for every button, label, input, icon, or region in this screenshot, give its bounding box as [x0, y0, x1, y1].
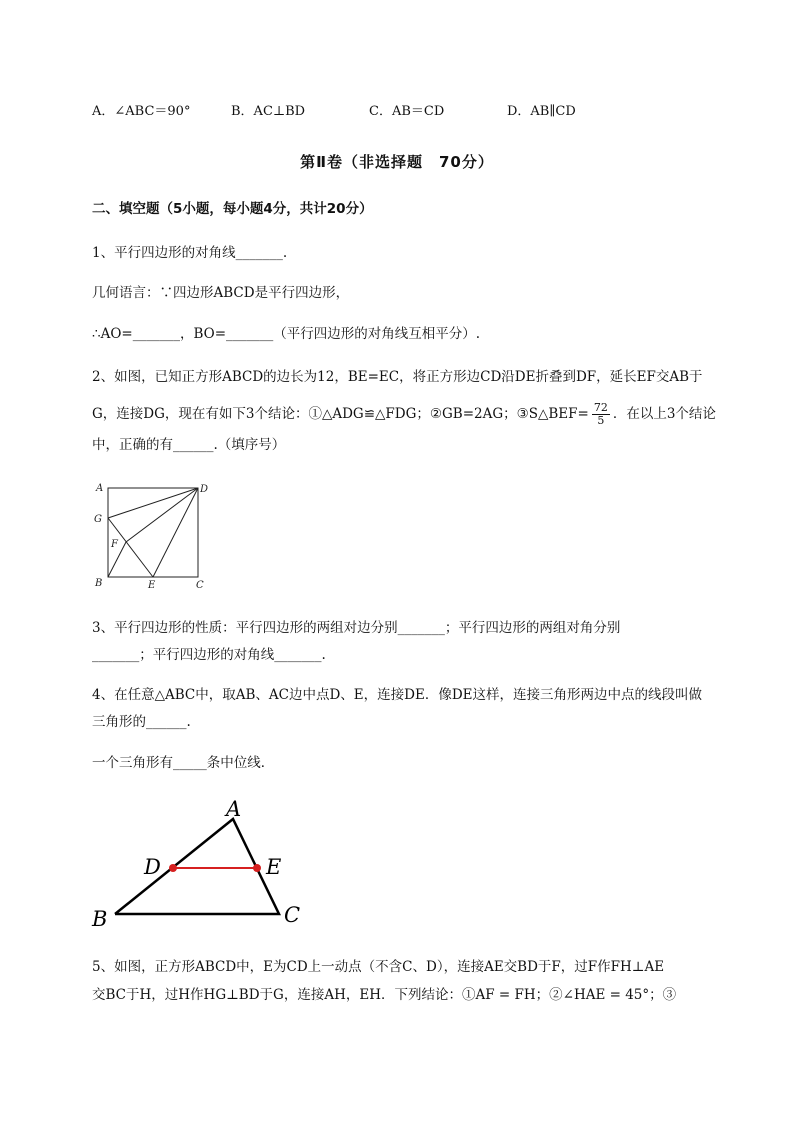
q3-line1: 3、平行四边形的性质：平行四边形的两组对边分别_______；平行四边形的两组对角分别: [92, 620, 621, 636]
label-f: F: [111, 539, 118, 550]
choice-d: D．AB∥CD: [507, 104, 576, 119]
segment-dg: [108, 488, 198, 518]
q2-line1: 2、如图，已知正方形ABCD的边长为12，BE=EC，将正方形边CD沿DE折叠到DF，延长EF交AB于: [92, 369, 703, 385]
label-g: G: [94, 514, 102, 525]
choice-c: C．AB＝CD: [369, 104, 445, 119]
q1-stem: 1、平行四边形的对角线_______.: [92, 245, 288, 261]
segment-df: [126, 488, 198, 542]
q3-line2: _______；平行四边形的对角线_______.: [92, 647, 326, 663]
label-a: A: [96, 483, 104, 494]
label-c: C: [196, 580, 204, 591]
q2-line2-pre: G，连接DG，现在有如下3个结论：①△ADG≌△FDG；②GB=2AG；③S△BEF=: [92, 406, 589, 422]
q4-line2: 三角形的______.: [92, 714, 191, 730]
point-e: [253, 864, 261, 872]
label-b: B: [95, 578, 103, 589]
q2-square-figure: [90, 478, 220, 593]
label-a: A: [226, 797, 242, 821]
part2-heading: 二、填空题（5小题，每小题4分，共计20分）: [92, 201, 373, 217]
label-e: E: [266, 855, 282, 879]
q2-line3: 中，正确的有______.（填序号）: [92, 437, 286, 453]
q2-line2-post: ．在以上3个结论: [612, 406, 716, 422]
q5-line2: 交BC于H，过H作HG⊥BD于G，连接AH，EH．下列结论：①AF = FH；②∠HAE = 45°；③: [92, 987, 677, 1003]
q1-conclusion: ∴AO=_______，BO=_______（平行四边形的对角线互相平分）.: [92, 326, 481, 342]
segment-de: [153, 488, 198, 577]
label-e: E: [148, 580, 156, 591]
label-b: B: [92, 907, 108, 931]
q5-line1: 5、如图，正方形ABCD中，E为CD上一动点（不含C、D），连接AE交BD于F，过F作FH⊥AE: [92, 959, 665, 975]
fraction-denominator: 5: [597, 414, 605, 427]
q2-line2: [92, 400, 742, 428]
q4-triangle-figure: [88, 792, 318, 937]
area-fraction: [592, 402, 610, 427]
label-c: C: [284, 903, 301, 927]
q1-geometry-language: 几何语言：∵四边形ABCD是平行四边形，: [92, 285, 350, 301]
fraction-numerator: 72: [593, 401, 608, 414]
section-title: 第Ⅱ卷（非选择题 70分）: [300, 153, 494, 171]
square-abcd: [108, 488, 198, 577]
point-d: [169, 864, 177, 872]
q4-line1: 4、在任意△ABC中，取AB、AC边中点D、E，连接DE．像DE这样，连接三角形两边中点的线段叫做: [92, 687, 703, 703]
label-d: D: [144, 855, 161, 879]
choice-b: B．AC⊥BD: [231, 104, 306, 119]
choice-a: A．∠ABC＝90°: [92, 104, 191, 119]
q4-line3: 一个三角形有_____条中位线．: [92, 755, 275, 771]
label-d: D: [200, 484, 209, 495]
